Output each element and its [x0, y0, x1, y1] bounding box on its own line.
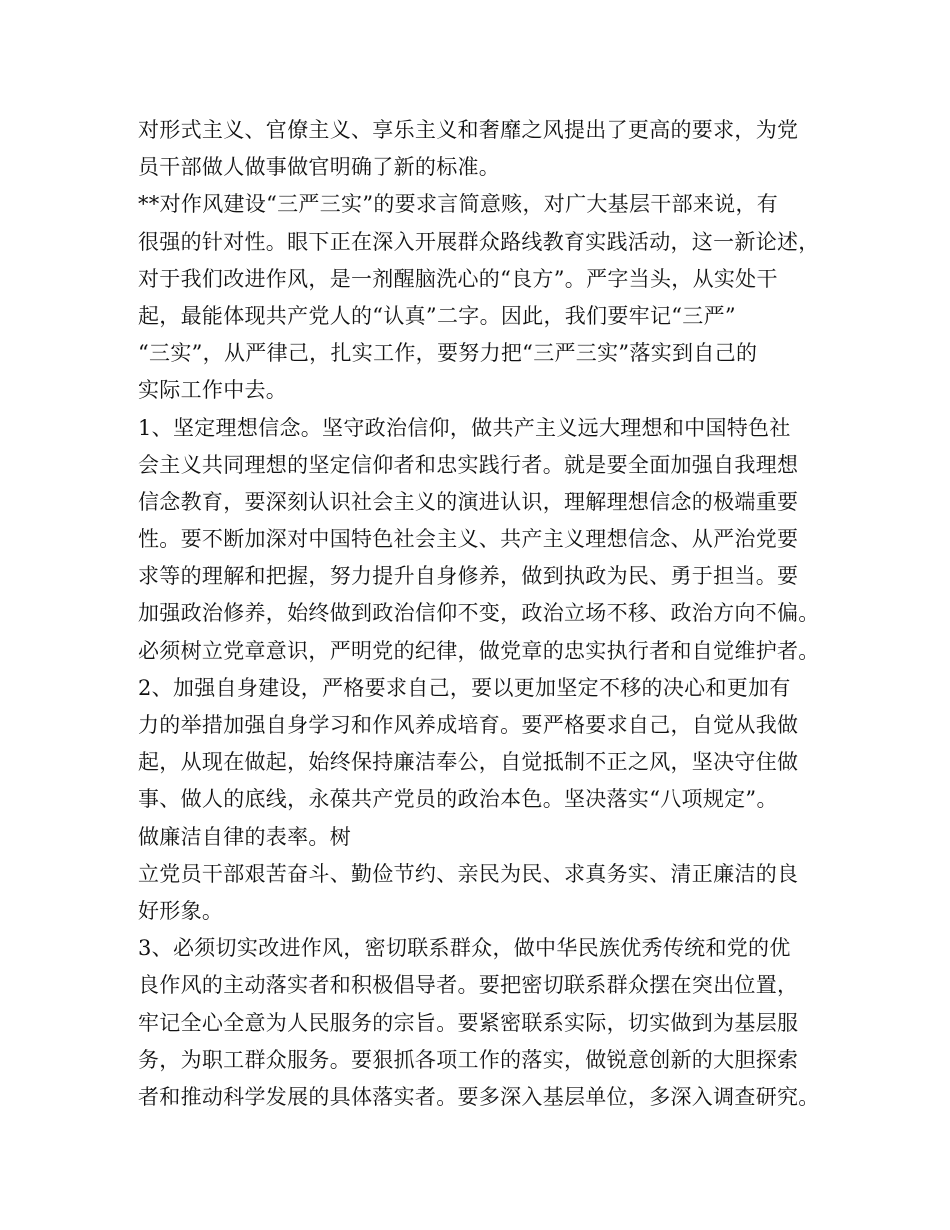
text-line: 2、加强自身建设，严格要求自己，要以更加坚定不移的决心和更加有: [138, 675, 791, 700]
text-line: 者和推动科学发展的具体落实者。要多深入基层单位，多深入调查研究。: [138, 1084, 820, 1109]
text-line: 3、必须切实改进作风，密切联系群众，做中华民族优秀传统和党的优: [138, 936, 791, 961]
text-line: 事、做人的底线，永葆共产党员的政治本色。坚决落实“八项规定”。: [138, 787, 778, 812]
text-line: 良作风的主动落实者和积极倡导者。要把密切联系群众摆在突出位置，: [138, 973, 799, 998]
text-line: 牢记全心全意为人民服务的宗旨。要紧密联系实际，切实做到为基层服: [138, 1010, 799, 1035]
text-line: 实际工作中去。: [138, 378, 288, 403]
text-line: 会主义共同理想的坚定信仰者和忠实践行者。就是要全面加强自我理想: [138, 452, 799, 477]
text-line: 起，从现在做起，始终保持廉洁奉公，自觉抵制不正之风，坚决守住做: [138, 750, 799, 775]
text-line: 务，为职工群众服务。要狠抓各项工作的落实，做锐意创新的大胆探索: [138, 1047, 799, 1072]
text-line: 很强的针对性。眼下正在深入开展群众路线教育实践活动，这一新论述，: [138, 229, 820, 254]
text-line: 员干部做人做事做官明确了新的标准。: [138, 155, 501, 180]
text-line: 对形式主义、官僚主义、享乐主义和奢靡之风提出了更高的要求，为党: [138, 118, 799, 142]
text-line: 做廉洁自律的表率。树: [138, 824, 351, 849]
text-line: “三实”，从严律己，扎实工作，要努力把“三严三实”落实到自己的: [138, 341, 758, 366]
text-line: **对作风建设“三严三实”的要求言简意赅，对广大基层干部来说，有: [138, 192, 779, 217]
body-text: [138, 112, 838, 1116]
text-line: 信念教育，要深刻认识社会主义的演进认识，理解理想信念的极端重要: [138, 489, 799, 514]
text-line: 必须树立党章意识，严明党的纪律，做党章的忠实执行者和自觉维护者。: [138, 638, 820, 663]
text-line: 起，最能体现共产党人的“认真”二字。因此，我们要牢记“三严”: [138, 303, 736, 328]
text-line: 好形象。: [138, 898, 224, 923]
text-line: 1、坚定理想信念。坚守政治信仰，做共产主义远大理想和中国特色社: [138, 415, 791, 440]
text-line: 立党员干部艰苦奋斗、勤俭节约、亲民为民、求真务实、清正廉洁的良: [138, 861, 799, 886]
text-line: 求等的理解和把握，努力提升自身修养，做到执政为民、勇于担当。要: [138, 564, 799, 589]
text-line: 加强政治修养，始终做到政治信仰不变，政治立场不移、政治方向不偏。: [138, 601, 820, 626]
text-line: 力的举措加强自身学习和作风养成培育。要严格要求自己，自觉从我做: [138, 713, 799, 737]
text-line: 性。要不断加深对中国特色社会主义、共产主义理想信念、从严治党要: [138, 527, 799, 552]
text-line: 对于我们改进作风，是一剂醒脑洗心的“良方”。严字当头，从实处干: [138, 266, 778, 291]
